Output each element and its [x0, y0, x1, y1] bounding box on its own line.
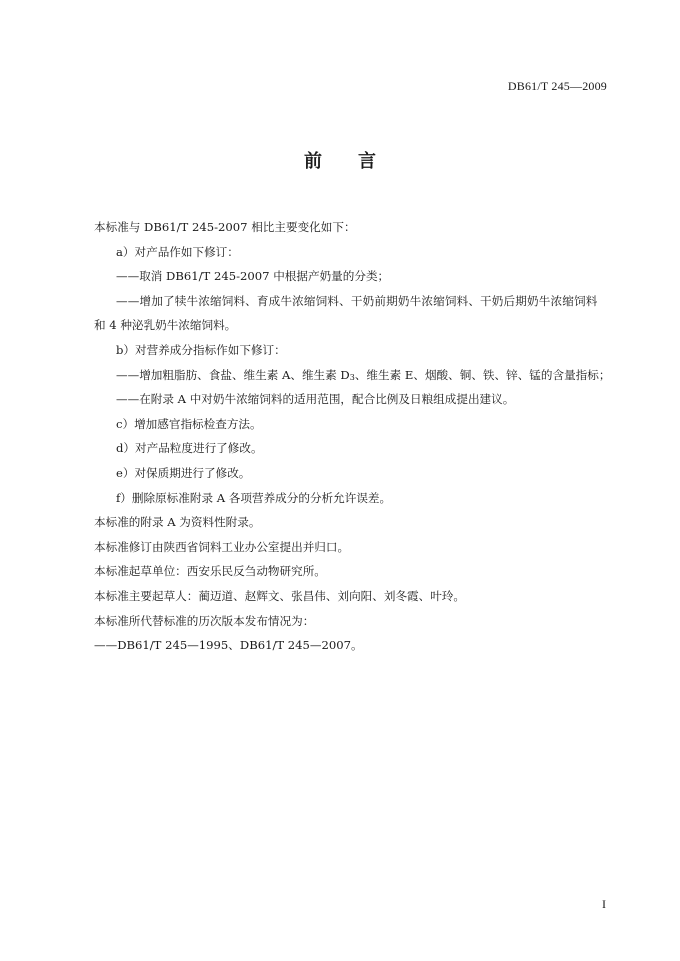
standard-code: DB61/T 245—2009	[507, 79, 607, 93]
proposer-note: 本标准修订由陕西省饲料工业办公室提出并归口。	[94, 539, 350, 554]
vitamin-d-subscript: 3	[349, 372, 355, 382]
page-number: I	[602, 897, 606, 911]
replaced-versions-heading: 本标准所代替标准的历次版本发布情况为：	[94, 613, 315, 628]
change-a-heading: a）对产品作如下修订：	[116, 244, 239, 259]
change-e: e）对保质期进行了修改。	[116, 465, 251, 480]
page-title: 前言	[304, 151, 412, 172]
change-d: d）对产品粒度进行了修改。	[116, 441, 263, 456]
replaced-versions-list: ——DB61/T 245—1995、DB61/T 245—2007。	[94, 638, 363, 653]
change-f: f）删除原标准附录 A 各项营养成分的分析允许误差。	[116, 490, 392, 505]
change-a-item-2-continued: 和 4 种泌乳奶牛浓缩饲料。	[94, 318, 237, 333]
change-b-item-1-part-2: 、维生素 E、烟酸、铜、铁、锌、锰的含量指标；	[354, 367, 611, 382]
document-body	[94, 215, 614, 658]
drafting-unit: 本标准起草单位：西安乐民反刍动物研究所。	[94, 564, 326, 579]
change-c: c）增加感官指标检查方法。	[116, 416, 262, 431]
main-drafters: 本标准主要起草人：蔺迈道、赵辉文、张昌伟、刘向阳、刘冬霞、叶玲。	[94, 588, 466, 603]
intro-paragraph: 本标准与 DB61/T 245-2007 相比主要变化如下：	[94, 220, 356, 234]
change-b-item-1	[94, 363, 614, 388]
change-b-item-1-part-1: ——增加粗脂肪、食盐、维生素 A、维生素 D	[116, 367, 350, 382]
change-a-item-1: ——取消 DB61/T 245-2007 中根据产奶量的分类；	[116, 269, 390, 284]
change-b-item-2: ——在附录 A 中对奶牛浓缩饲料的适用范围，配合比例及日粮组成提出建议。	[116, 392, 515, 407]
change-a-item-2: ——增加了犊牛浓缩饲料、育成牛浓缩饲料、干奶前期奶牛浓缩饲料、干奶后期奶牛浓缩饲料	[116, 293, 598, 308]
appendix-note: 本标准的附录 A 为资料性附录。	[94, 515, 261, 530]
change-b-heading: b）对营养成分指标作如下修订：	[116, 342, 286, 357]
